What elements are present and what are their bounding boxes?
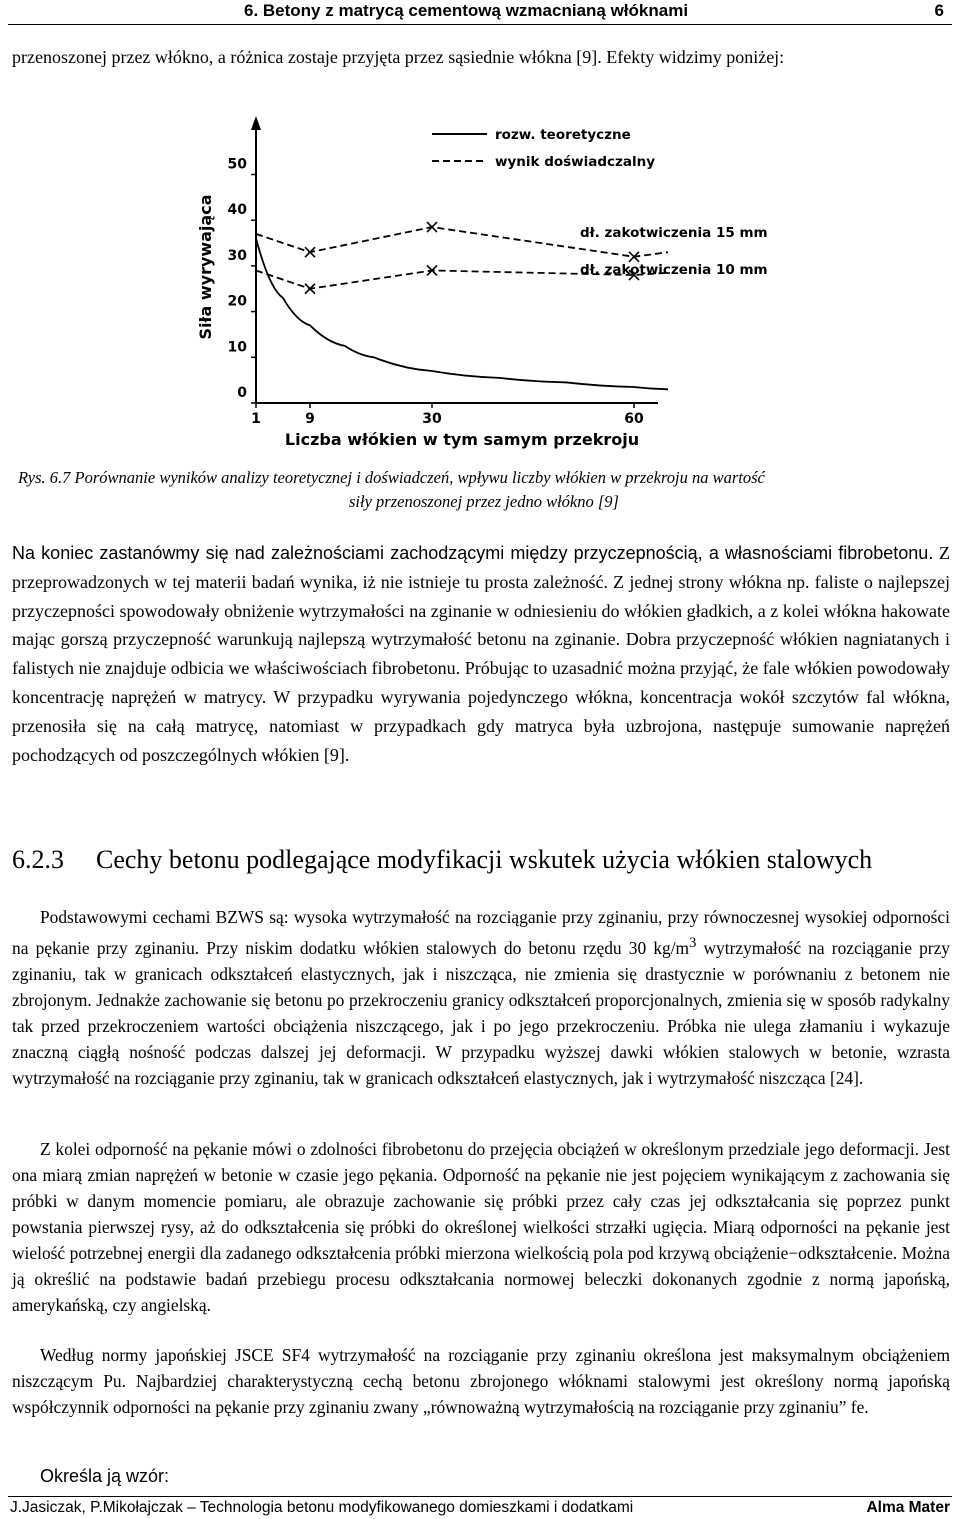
- x-tick-label: 30: [422, 411, 442, 427]
- paragraph-properties-b: wytrzymałość na rozciąganie przy zginaniu, tak w granicach odkształceń elastycznych, jak i niszcząca, nie zmienia się drastycznie w porównaniu z betonem nie zbrojonym. Jednakże zachowanie się betonu po przekroczeniu granicy odkształceń proporcjonalnych, zmienia się w sposób radykalny tak przed przekroczeniem wartości obciążenia niszczącego, jak i po jego przekroczeniu. Próbka nie ulega złamaniu i wykazuje znaczną ciągłą nośność podczas dalszej jej deformacji. W przypadku wyższej dawki włókien stalowych w betonie, wzrasta wytrzymałość na rozciąganie przy zginaniu, tak w granicach odkształceń elastycznych, jak i wytrzymałość niszcząca [24].: [12, 937, 950, 1088]
- paragraph-adhesion-rest: Z przeprowadzonych w tej materii badań wynika, iż nie istnieje tu prosta zależność. Z jednej strony włókna np. faliste o najlepszej przyczepności spowodowały obniżenie wytrzymałości na zginanie w odniesieniu do włókien gładkich, a z kolei włókna hakowate mając gorszą przyczepność warunkują najlepszą wytrzymałość betonu na zginanie. Dobra przyczepność włókien nagniatanych i falistych nie znajduje odbicia we właściwościach fibrobetonu. Próbując to uzasadnić można przyjąć, że fale włókien powodowały koncentrację naprężeń w matrycy. W przypadku wyrywania pojedynczego włókna, koncentracja wokół szczytów fal włókna, przenosiła się na całą matrycę, natomiast w przypadkach gdy matryca była uzbrojona, następuje sumowanie naprężeń pochodzących od poszczególnych włókien [9].: [12, 543, 950, 765]
- y-tick-label: 40: [227, 202, 247, 219]
- footer-authors: J.Jasiczak, P.Mikołajczak – Technologia betonu modyfikowanego domieszkami i dodatkami: [10, 1499, 634, 1516]
- y-axis-arrow: [251, 116, 261, 130]
- y-tick-label: 0: [237, 385, 247, 401]
- section-number: 6.2.3: [12, 845, 64, 874]
- paragraph-properties-a: Podstawowymi cechami BZWS są: wysoka wytrzymałość na rozciąganie przy zginaniu, przy równoczesnej wysokiej odporności na pękanie przy zginaniu. Przy niskim dodatku włókien stalowych do betonu rzędu 30 kg/m: [12, 907, 950, 958]
- pull-out-force-chart: [180, 110, 800, 455]
- series-label-15mm: dł. zakotwiczenia 15 mm: [580, 225, 768, 241]
- section-title: Cechy betonu podlegające modyfikacji wskutek użycia włókien stalowych: [96, 845, 873, 874]
- page-number: 6: [934, 1, 944, 20]
- intro-paragraph: przenoszonej przez włókno, a różnica zostaje przyjęta przez sąsiednie włókna [9]. Efekty widzimy poniżej:: [12, 47, 785, 67]
- page-header: [8, 0, 952, 25]
- legend-theoretical-label: rozw. teoretyczne: [495, 127, 631, 143]
- chapter-title: 6. Betony z matrycą cementową wzmacnianą włóknami: [244, 1, 689, 20]
- paragraph-properties: [12, 904, 950, 1091]
- caption-line-2: siły przenoszonej przez jedno włókno [9]: [349, 492, 619, 511]
- y-tick-label: 50: [227, 156, 247, 173]
- formula-intro: Określa ją wzór:: [40, 1466, 170, 1486]
- x-tick-label: 9: [305, 411, 315, 427]
- x-axis-title: Liczba włókien w tym samym przekroju: [284, 430, 640, 449]
- paragraph-japanese-standard: Według normy japońskiej JSCE SF4 wytrzymałość na rozciąganie przy zginaniu określona jest maksymalnym obciążeniem niszczącym Pu. Najbardziej charakterystyczną cechą betonu zbrojonego włóknami stalowymi jest określony normą japońską współczynnik odporności na pękanie przy zginaniu zwany „równoważną wytrzymałością na rozciąganie przy zginaniu” fe.: [12, 1345, 950, 1417]
- y-tick-label: 20: [227, 293, 247, 310]
- series-label-10mm: dł. zakotwiczenia 10 mm: [580, 262, 768, 278]
- page-footer: [8, 1496, 952, 1519]
- x-tick-label: 60: [624, 411, 644, 427]
- superscript-3: 3: [689, 935, 697, 951]
- footer-publisher: Alma Mater: [866, 1499, 950, 1516]
- section-heading: [12, 845, 952, 875]
- y-tick-label: 10: [227, 339, 247, 356]
- paragraph-adhesion: [12, 539, 950, 769]
- y-tick-label: 30: [227, 247, 247, 264]
- x-tick-label: 1: [251, 411, 261, 427]
- paragraph-adhesion-lead: Na koniec zastanówmy się nad zależnościami zachodzącymi między przyczepnością, a własnościami fibrobetonu.: [12, 543, 934, 563]
- paragraph-fracture-toughness: Z kolei odporność na pękanie mówi o zdolności fibrobetonu do przejęcia obciążeń w określonym przedziale jego deformacji. Jest ona miarą zmian naprężeń w betonie w czasie jego pękania. Odporność na pękanie nie jest pojęciem wynikającym z zachowania się próbki w danym momencie pomiaru, ale obrazuje zachowanie się próbki przez cały czas jej odkształcania się poprzez punkt powstania pierwszej rysy, aż do odkształcenia się próbki do określonej wielkości strzałki ugięcia. Miarą odporności na pękanie jest wielość potrzebnej energii dla zadanego odkształcenia próbki mierzona wielkością pola pod krzywą obciążenie−odkształcenie. Można ją określić na podstawie badań przebiegu procesu odkształcania normowej beleczki dokonanych zgodnie z normą japońską, amerykańską, czy angielską.: [12, 1139, 950, 1315]
- caption-line-1: Rys. 6.7 Porównanie wyników analizy teoretycznej i doświadczeń, wpływu liczby włókien w przekroju na wartość: [18, 468, 765, 487]
- figure-caption: [18, 466, 950, 514]
- y-axis-title: Siła wyrywająca: [196, 194, 215, 340]
- legend-experimental-label: wynik doświadczalny: [495, 154, 656, 170]
